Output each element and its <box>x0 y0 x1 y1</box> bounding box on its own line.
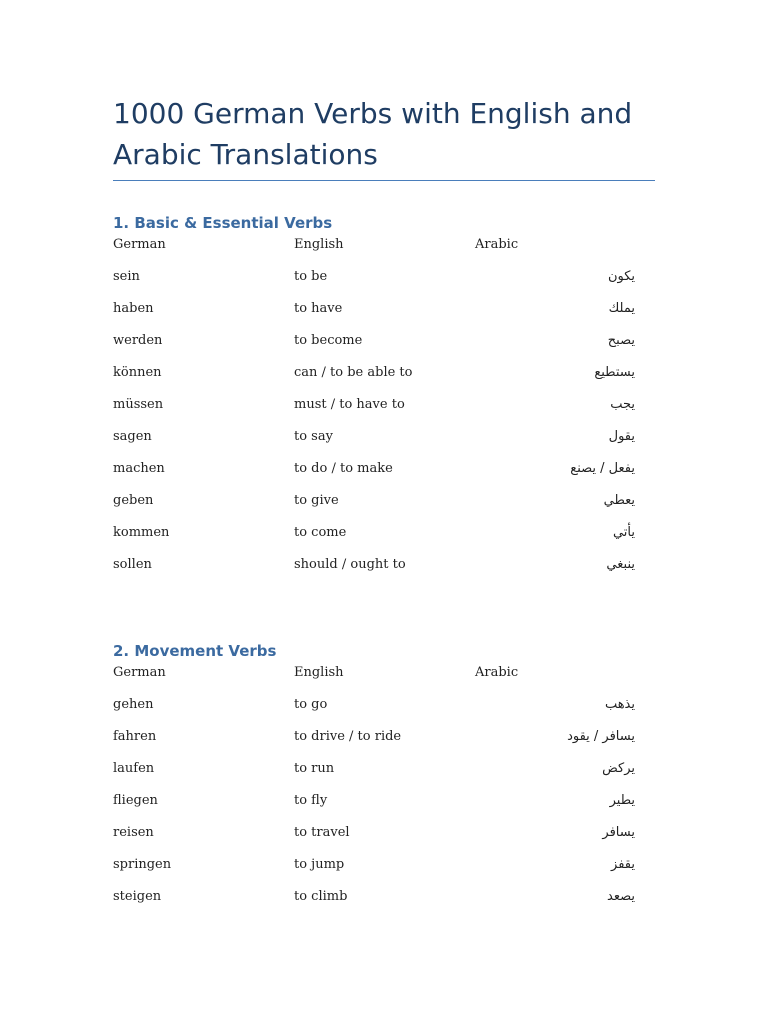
document-title: 1000 German Verbs with English and Arabic Translations <box>113 97 633 171</box>
table-row <box>113 266 673 298</box>
english-translation: to drive / to ride <box>294 729 402 744</box>
german-verb: haben <box>113 301 154 316</box>
german-verb: müssen <box>113 397 164 412</box>
table-row <box>113 886 673 918</box>
arabic-translation: يكون <box>607 269 635 284</box>
arabic-translation: يستطيع <box>594 365 635 380</box>
table-row <box>113 822 673 854</box>
table-row <box>113 726 673 758</box>
arabic-translation: يصعد <box>607 889 635 904</box>
english-translation: to be <box>294 269 328 284</box>
table-row <box>113 854 673 886</box>
german-verb: sein <box>113 269 140 284</box>
english-translation: to fly <box>294 793 328 808</box>
table-header-row <box>113 234 673 266</box>
column-header-arabic: Arabic <box>475 237 519 252</box>
table-row <box>113 330 673 362</box>
column-header-arabic: Arabic <box>475 665 519 680</box>
section-basic-verbs <box>113 212 673 586</box>
english-translation: to give <box>294 493 339 508</box>
arabic-translation: يعطي <box>603 493 635 508</box>
arabic-translation: يفعل / يصنع <box>570 461 635 476</box>
english-translation: to say <box>294 429 333 444</box>
english-translation: to become <box>294 333 363 348</box>
arabic-translation: يذهب <box>604 697 635 712</box>
german-verb: laufen <box>113 761 155 776</box>
english-translation: to climb <box>294 889 348 904</box>
table-row <box>113 426 673 458</box>
arabic-translation: ينبغي <box>606 557 635 572</box>
english-translation: to come <box>294 525 347 540</box>
german-verb: fliegen <box>113 793 158 808</box>
arabic-translation: يملك <box>608 301 635 316</box>
german-verb: reisen <box>113 825 154 840</box>
column-header-german: German <box>113 665 166 680</box>
arabic-translation: يأتي <box>612 525 635 540</box>
table-row <box>113 694 673 726</box>
german-verb: kommen <box>113 525 170 540</box>
german-verb: werden <box>113 333 163 348</box>
german-verb: sagen <box>113 429 152 444</box>
german-verb: geben <box>113 493 154 508</box>
english-translation: to go <box>294 697 328 712</box>
arabic-translation: يقول <box>608 429 635 444</box>
english-translation: to travel <box>294 825 350 840</box>
english-translation: should / ought to <box>294 557 406 572</box>
table-row <box>113 394 673 426</box>
table-row <box>113 758 673 790</box>
german-verb: steigen <box>113 889 162 904</box>
english-translation: to have <box>294 301 343 316</box>
column-header-english: English <box>294 237 344 252</box>
section-movement-verbs <box>113 640 673 918</box>
section-heading: 1. Basic & Essential Verbs <box>113 214 333 232</box>
table-row <box>113 490 673 522</box>
column-header-english: English <box>294 665 344 680</box>
german-verb: können <box>113 365 162 380</box>
table-header-row <box>113 662 673 694</box>
table-row <box>113 522 673 554</box>
title-divider <box>113 180 655 181</box>
german-verb: fahren <box>113 729 157 744</box>
english-translation: to do / to make <box>294 461 393 476</box>
english-translation: can / to be able to <box>294 365 413 380</box>
table-row <box>113 790 673 822</box>
table-row <box>113 458 673 490</box>
section-heading: 2. Movement Verbs <box>113 642 277 660</box>
arabic-translation: يصبح <box>607 333 635 348</box>
german-verb: springen <box>113 857 172 872</box>
arabic-translation: يطير <box>609 793 635 808</box>
table-row <box>113 298 673 330</box>
table-row <box>113 554 673 586</box>
english-translation: to run <box>294 761 335 776</box>
english-translation: must / to have to <box>294 397 405 412</box>
arabic-translation: يجب <box>610 397 635 412</box>
english-translation: to jump <box>294 857 345 872</box>
column-header-german: German <box>113 237 166 252</box>
arabic-translation: يسافر / يقود <box>567 729 635 744</box>
german-verb: machen <box>113 461 165 476</box>
arabic-translation: يركض <box>602 761 635 776</box>
table-row <box>113 362 673 394</box>
arabic-translation: يسافر <box>602 825 635 840</box>
german-verb: sollen <box>113 557 152 572</box>
german-verb: gehen <box>113 697 154 712</box>
arabic-translation: يقفز <box>611 857 635 872</box>
